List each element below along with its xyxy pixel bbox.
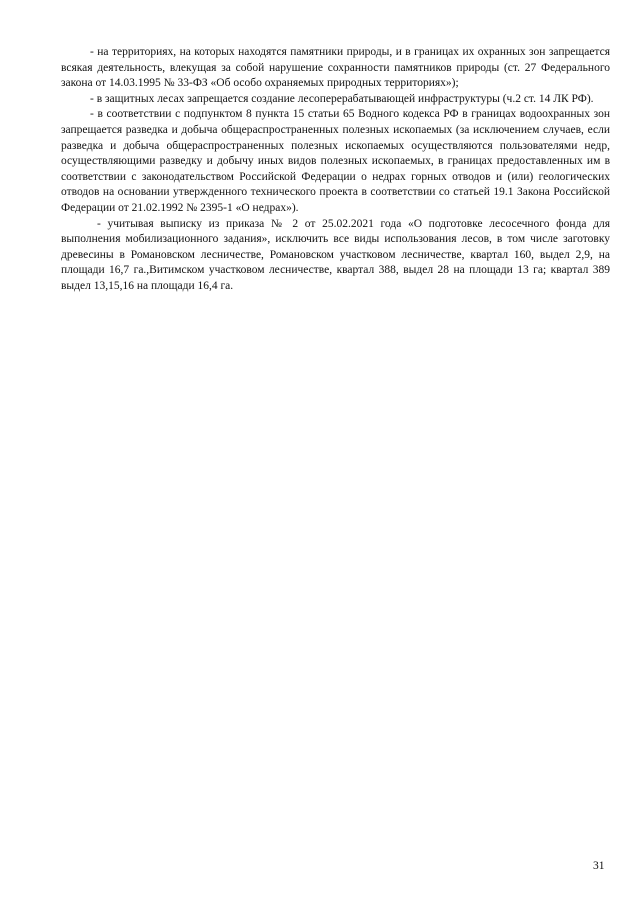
- paragraph-mobilization-order: - учитывая выписку из приказа № 2 от 25.02.2021 года «О подготовке лесосечного фонда для выполнения мобилизационного задания», исключить все виды использования лесов, в том числе заготовку древесины в Романовском лесничестве, Романовском участковом лесничестве, квартал 160, выдел 2,9, на площади 16,7 га.,Витимском участковом лесничестве, квартал 388, выдел 28 на площади 13 га; квартал 389 выдел 13,15,16 на площади 16,4 га.: [61, 217, 610, 292]
- paragraph-water-protection-zones: - в соответствии с подпунктом 8 пункта 15 статьи 65 Водного кодекса РФ в границах водоохранных зон запрещается разведка и добыча общераспространенных полезных ископаемых (за исключением случаев, если разведка и добыча общераспространенных полезных ископаемых осуществляются пользователями недр, осуществляющими разведку и добычу иных видов полезных ископаемых, в границах предоставленных им в соответствии с законодательством Российской Федерации о недрах горных отводов и (или) геологических отводов на основании утвержденного технического проекта в соответствии со статьей 19.1 Закона Российской Федерации от 21.02.1992 № 2395-1 «О недрах»).: [61, 108, 610, 214]
- page-number: 31: [593, 860, 605, 872]
- body-text: [61, 45, 610, 295]
- paragraph-protective-forests: - в защитных лесах запрещается создание лесоперерабатывающей инфраструктуры (ч.2 ст. 14 ЛК РФ).: [90, 92, 594, 105]
- paragraph-natural-monuments: - на территориях, на которых находятся памятники природы, и в границах их охранных зон запрещается всякая деятельность, влекущая за собой нарушение сохранности памятников природы (ст. 27 Федерального закона от 14.03.1995 № 33-ФЗ «Об особо охраняемых природных территориях»);: [61, 46, 610, 90]
